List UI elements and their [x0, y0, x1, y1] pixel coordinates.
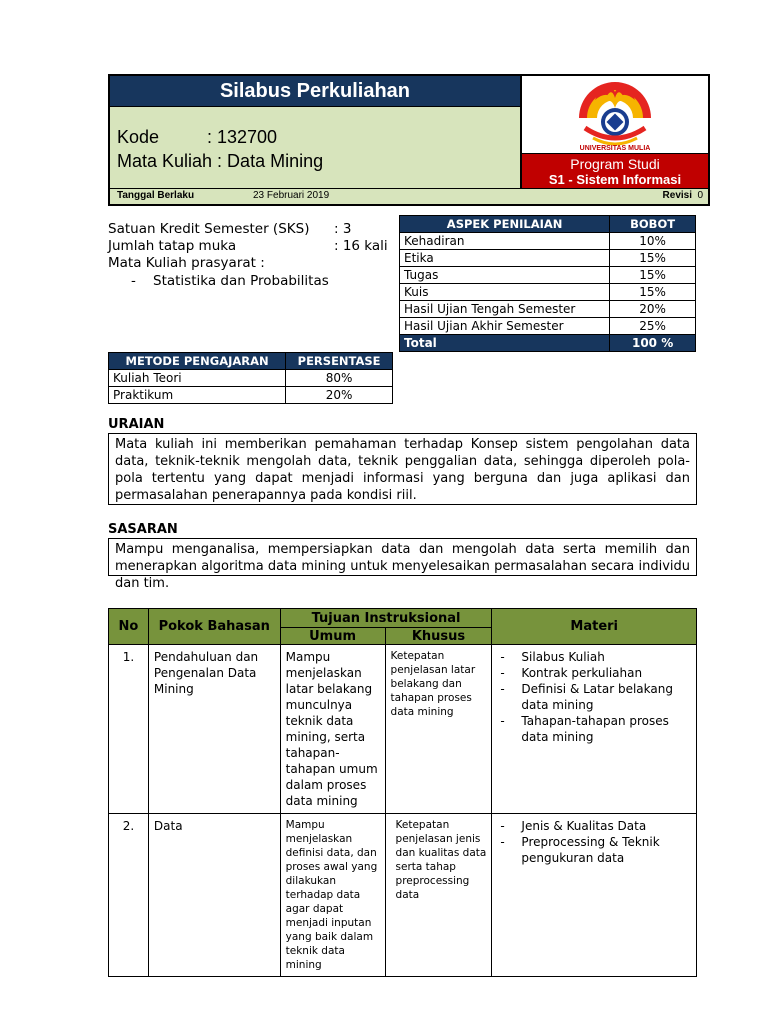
- kode-label: Kode: [117, 127, 160, 147]
- tatap-muka-label: Jumlah tatap muka: [108, 238, 237, 254]
- persentase-cell: 20%: [286, 387, 393, 404]
- program-studi-name: S1 - Sistem Informasi: [548, 172, 682, 187]
- page-title: Silabus Perkuliahan: [110, 76, 522, 106]
- row-umum: Mampu menjelaskan latar belakang munculnya teknik data mining, serta tahapan-tahapan umum dalam proses data mining: [280, 645, 385, 814]
- total-row: [400, 335, 696, 352]
- total-label: Total: [400, 335, 610, 352]
- header-materi: Materi: [492, 609, 697, 645]
- penilaian-header-bobot: BOBOT: [610, 216, 696, 233]
- revisi-label: Revisi: [662, 190, 692, 201]
- prasyarat-dash: -: [131, 273, 136, 289]
- sasaran-text: Mampu menganalisa, mempersiapkan data dan mengolah data serta memilih dan menerapkan algoritma data mining untuk menyelesaikan permasalahan secara individu dan tim.: [108, 538, 697, 576]
- university-seal-icon: [522, 76, 708, 153]
- table-row: [109, 645, 697, 814]
- table-row: [400, 301, 696, 318]
- prasyarat-item: Statistika dan Probabilitas: [153, 273, 329, 289]
- aspek-cell: Hasil Ujian Tengah Semester: [400, 301, 610, 318]
- bobot-cell: 15%: [610, 284, 696, 301]
- materi-table: [108, 608, 697, 977]
- penilaian-table: [399, 215, 696, 352]
- row-no: 1.: [109, 645, 149, 814]
- bobot-cell: 15%: [610, 267, 696, 284]
- bobot-cell: 10%: [610, 233, 696, 250]
- logo-text: UNIVERSITAS MULIA: [579, 145, 651, 152]
- table-row: [400, 250, 696, 267]
- bobot-cell: 15%: [610, 250, 696, 267]
- sasaran-title: SASARAN: [108, 522, 178, 537]
- bobot-cell: 25%: [610, 318, 696, 335]
- syllabus-header: [108, 74, 710, 206]
- table-row: [400, 318, 696, 335]
- list-item: - Silabus Kuliah: [497, 649, 691, 665]
- row-khusus: Ketepatan penjelasan jenis dan kualitas data serta tahap preprocessing data: [385, 814, 492, 977]
- row-no: 2.: [109, 814, 149, 977]
- header-no: No: [109, 609, 149, 645]
- tanggal-label: Tanggal Berlaku: [117, 190, 195, 201]
- university-logo: [522, 76, 708, 153]
- aspek-cell: Kuis: [400, 284, 610, 301]
- kode-value: : 132700: [207, 127, 278, 147]
- aspek-cell: Tugas: [400, 267, 610, 284]
- header-footer: [110, 188, 708, 204]
- uraian-text: Mata kuliah ini memberikan pemahaman terhadap Konsep sistem pengolahan data data, teknik-teknik mengolah data, teknik penggalian data, sehingga diperoleh pola-pola tertentu yang dapat menjadi informasi yang berguna dan juga aplikasi dan permasalahan penerapannya pada kondisi riil.: [108, 433, 697, 505]
- header-umum: Umum: [280, 628, 385, 645]
- total-value: 100 %: [610, 335, 696, 352]
- aspek-cell: Kehadiran: [400, 233, 610, 250]
- row-pokok: Pendahuluan dan Pengenalan Data Mining: [148, 645, 280, 814]
- list-item: - Kontrak perkuliahan: [497, 665, 691, 681]
- metode-cell: Kuliah Teori: [109, 370, 286, 387]
- tatap-muka-value: : 16 kali: [334, 238, 388, 254]
- aspek-cell: Etika: [400, 250, 610, 267]
- header-khusus: Khusus: [385, 628, 492, 645]
- sks-label: Satuan Kredit Semester (SKS): [108, 221, 310, 237]
- list-item: - Tahapan-tahapan proses data mining: [497, 713, 691, 745]
- aspek-cell: Hasil Ujian Akhir Semester: [400, 318, 610, 335]
- persentase-cell: 80%: [286, 370, 393, 387]
- table-row: [400, 284, 696, 301]
- bobot-cell: 20%: [610, 301, 696, 318]
- metode-cell: Praktikum: [109, 387, 286, 404]
- program-studi-label: Program Studi: [570, 156, 660, 172]
- revisi-value: 0: [697, 190, 703, 201]
- row-khusus: Ketepatan penjelasan latar belakang dan tahapan proses data mining: [385, 645, 492, 814]
- row-materi: [492, 814, 697, 977]
- list-item: - Definisi & Latar belakang data mining: [497, 681, 691, 713]
- prasyarat-label: Mata Kuliah prasyarat :: [108, 255, 265, 271]
- uraian-title: URAIAN: [108, 417, 165, 432]
- mata-kuliah: Mata Kuliah : Data Mining: [117, 151, 324, 171]
- row-umum: Mampu menjelaskan definisi data, dan proses awal yang dilakukan terhadap data agar dapat menjadi inputan yang baik dalam teknik data mining: [280, 814, 385, 977]
- header-tujuan: Tujuan Instruksional: [280, 609, 492, 628]
- table-row: [400, 267, 696, 284]
- penilaian-header-aspek: ASPEK PENILAIAN: [400, 216, 610, 233]
- sks-value: : 3: [334, 221, 352, 237]
- table-row: [109, 370, 393, 387]
- table-row: [400, 233, 696, 250]
- tanggal-value: 23 Februari 2019: [253, 190, 330, 201]
- course-identity: [110, 106, 522, 188]
- table-row: [109, 814, 697, 977]
- metode-header: METODE PENGAJARAN: [109, 353, 286, 370]
- persentase-header: PERSENTASE: [286, 353, 393, 370]
- table-row: [109, 387, 393, 404]
- row-pokok: Data: [148, 814, 280, 977]
- header-pokok-bahasan: Pokok Bahasan: [148, 609, 280, 645]
- row-materi: [492, 645, 697, 814]
- list-item: - Jenis & Kualitas Data: [497, 818, 691, 834]
- program-studi: [522, 153, 708, 188]
- metode-table: [108, 352, 393, 404]
- list-item: - Preprocessing & Teknik pengukuran data: [497, 834, 691, 866]
